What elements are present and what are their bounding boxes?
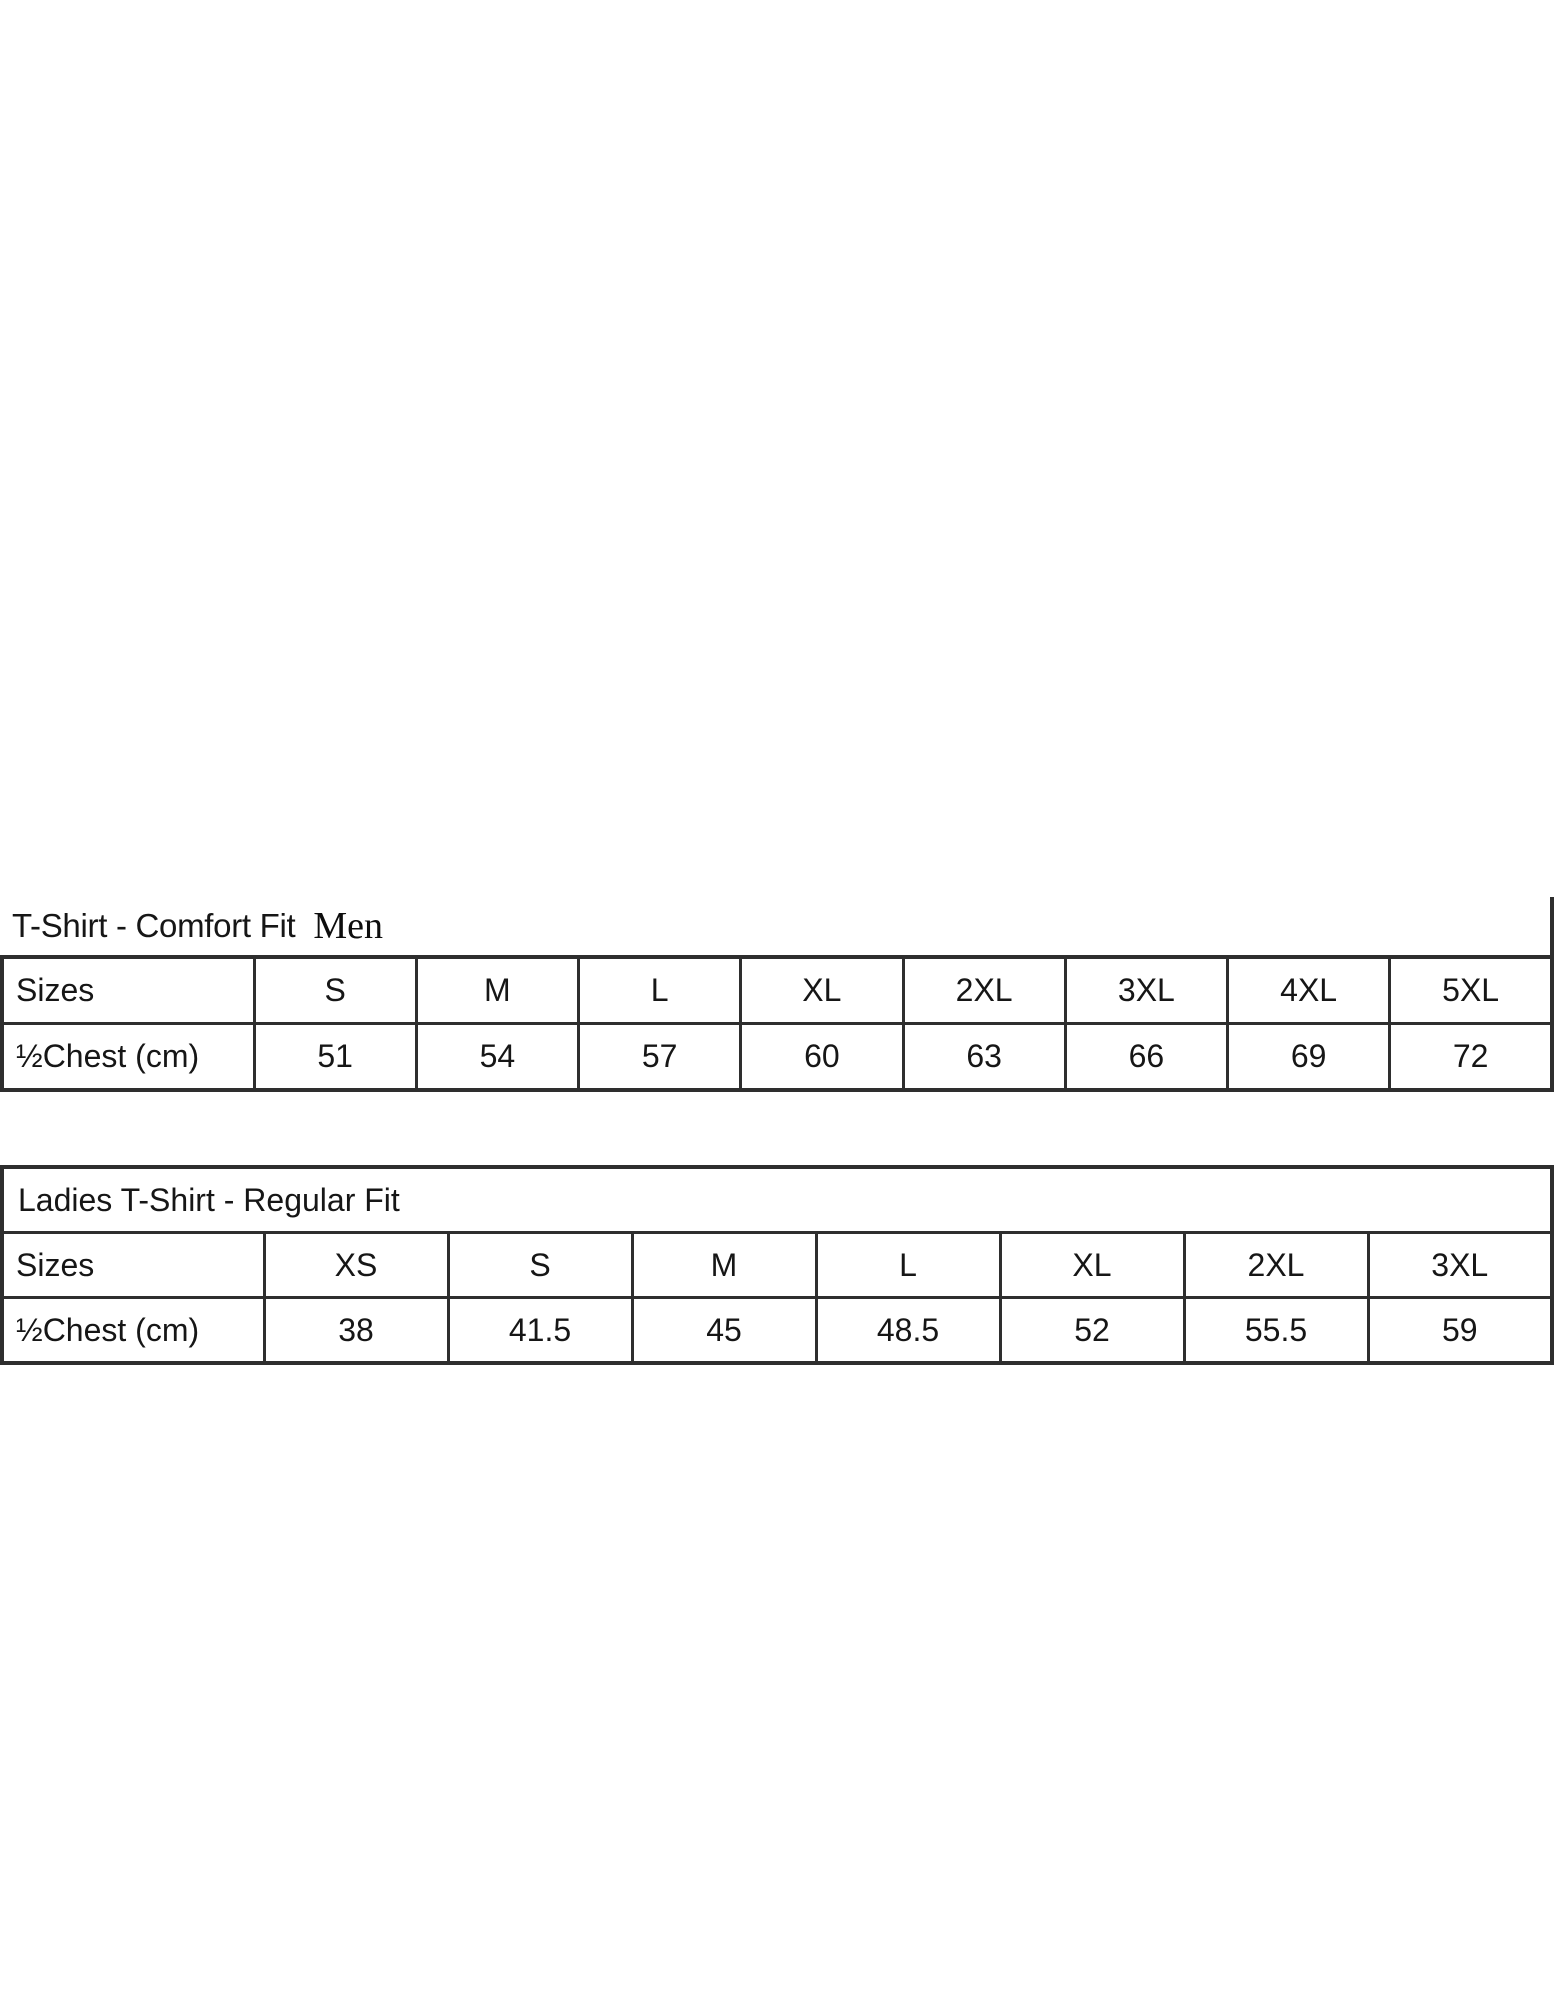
size-header-cell: XL xyxy=(1000,1233,1184,1298)
size-header-cell: XS xyxy=(264,1233,448,1298)
men-sizes-row-label: Sizes xyxy=(2,957,254,1024)
chest-value-cell: 55.5 xyxy=(1184,1298,1368,1364)
chest-value-cell: 57 xyxy=(579,1024,741,1091)
ladies-table-title: Ladies T-Shirt - Regular Fit xyxy=(2,1167,1552,1233)
ladies-sizes-row xyxy=(2,1233,1552,1298)
ladies-title-row xyxy=(2,1167,1552,1233)
men-table-title: T-Shirt - Comfort Fit xyxy=(12,907,296,944)
chest-value-cell: 54 xyxy=(416,1024,578,1091)
size-header-cell: 4XL xyxy=(1228,957,1390,1024)
size-header-cell: L xyxy=(579,957,741,1024)
chest-value-cell: 72 xyxy=(1390,1024,1552,1091)
chest-value-cell: 63 xyxy=(903,1024,1065,1091)
men-table-title-suffix: Men xyxy=(313,905,384,947)
size-header-cell: 5XL xyxy=(1390,957,1552,1024)
size-header-cell: M xyxy=(416,957,578,1024)
size-header-cell: L xyxy=(816,1233,1000,1298)
men-chest-row-label: ½Chest (cm) xyxy=(2,1024,254,1091)
men-sizes-row xyxy=(2,957,1552,1024)
chest-value-cell: 60 xyxy=(741,1024,903,1091)
chest-value-cell: 69 xyxy=(1228,1024,1390,1091)
chest-value-cell: 41.5 xyxy=(448,1298,632,1364)
ladies-chest-row-label: ½Chest (cm) xyxy=(2,1298,264,1364)
chest-value-cell: 51 xyxy=(254,1024,416,1091)
chest-value-cell: 52 xyxy=(1000,1298,1184,1364)
size-header-cell: XL xyxy=(741,957,903,1024)
size-header-cell: 3XL xyxy=(1368,1233,1552,1298)
size-header-cell: 2XL xyxy=(1184,1233,1368,1298)
ladies-size-chart-table xyxy=(0,1165,1554,1365)
size-header-cell: 3XL xyxy=(1065,957,1227,1024)
chest-value-cell: 38 xyxy=(264,1298,448,1364)
size-header-cell: M xyxy=(632,1233,816,1298)
men-chest-row xyxy=(2,1024,1552,1091)
size-header-cell: S xyxy=(448,1233,632,1298)
size-header-cell: S xyxy=(254,957,416,1024)
ladies-sizes-row-label: Sizes xyxy=(2,1233,264,1298)
chest-value-cell: 59 xyxy=(1368,1298,1552,1364)
men-size-chart-table xyxy=(0,955,1554,1092)
chest-value-cell: 66 xyxy=(1065,1024,1227,1091)
size-header-cell: 2XL xyxy=(903,957,1065,1024)
men-table-title-row xyxy=(0,897,1554,955)
chest-value-cell: 45 xyxy=(632,1298,816,1364)
chest-value-cell: 48.5 xyxy=(816,1298,1000,1364)
ladies-chest-row xyxy=(2,1298,1552,1364)
